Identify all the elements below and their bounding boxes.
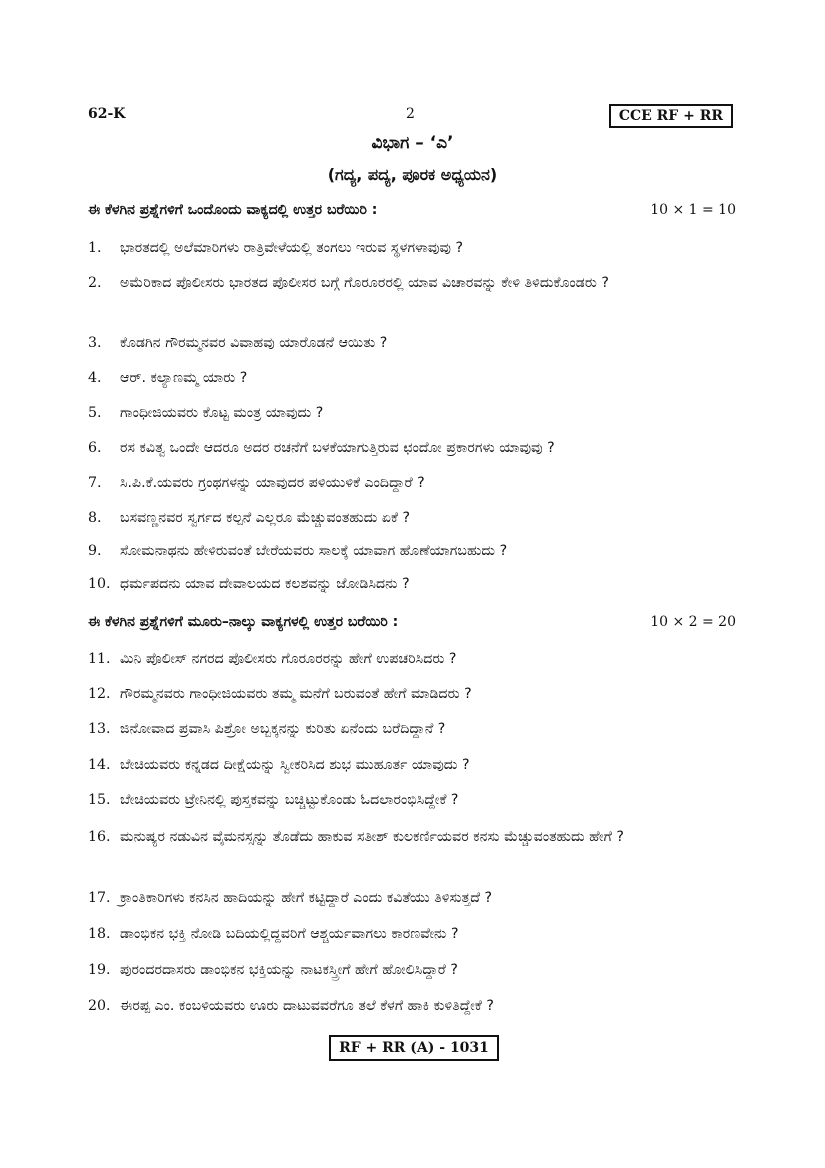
question-number: 16. (88, 829, 111, 845)
question-number: 17. (88, 890, 111, 906)
question-text: ಬೇಚಿಯವರು ಟ್ರೇನಿನಲ್ಲಿ ಪುಸ್ತಕವನ್ನು ಬಚ್ಚಿಟ್ಟುಕೊಂಡು ಓದಲಾರಂಭಿಸಿದ್ದೇಕೆ ? (120, 792, 459, 808)
section-subtitle: (ಗದ್ಯ, ಪದ್ಯ, ಪೂರಕ ಅಧ್ಯಯನ) (327, 165, 498, 184)
question-number: 13. (88, 721, 111, 737)
question-number: 10. (88, 576, 111, 592)
question-text: ಡಾಂಭಿಕನ ಭಕ್ತಿ ನೋಡಿ ಬದಿಯಲ್ಲಿದ್ದವರಿಗೆ ಆಶ್ಚರ್ಯವಾಗಲು ಕಾರಣವೇನು ? (120, 926, 459, 942)
page-number: 2 (406, 106, 415, 122)
question-number: 5. (88, 405, 102, 421)
question-text: ಸೋಮನಾಥನು ಹೇಳಿರುವಂತೆ ಬೇರೆಯವರು ಸಾಲಕ್ಕೆ ಯಾವಾಗ ಹೊಣೆಯಾಗಬಹುದು ? (120, 543, 508, 559)
question-text: ಬಸವಣ್ಣನವರ ಸ್ವರ್ಗದ ಕಲ್ಪನೆ ಎಲ್ಲರೂ ಮೆಚ್ಚುವಂತಹುದು ಏಕೆ ? (120, 510, 411, 526)
question-number: 6. (88, 440, 102, 456)
question-number: 3. (88, 335, 102, 351)
question-text: ಕೊಡಗಿನ ಗೌರಮ್ಮನವರ ವಿವಾಹವು ಯಾರೊಡನೆ ಆಯಿತು ? (120, 335, 388, 351)
question-text: ಬೇಚಿಯವರು ಕನ್ನಡದ ದೀಕ್ಷೆಯನ್ನು ಸ್ವೀಕರಿಸಿದ ಶುಭ ಮುಹೂರ್ತ ಯಾವುದು ? (120, 757, 470, 773)
footer-code: RF + RR (A) - 1031 (329, 1035, 499, 1061)
question-text: ಮನುಷ್ಯರ ನಡುವಿನ ವೈಮನಸ್ಸನ್ನು ತೊಡೆದು ಹಾಕುವ ಸತೀಶ್ ಕುಲಕರ್ಣಿಯವರ ಕನಸು ಮೆಚ್ಚುವಂತಹುದು ಹೇಗೆ ? (120, 829, 624, 845)
question-number: 7. (88, 475, 102, 491)
question-text: ಈರಪ್ಪ ಎಂ. ಕಂಬಳಿಯವರು ಊರು ದಾಟುವವರೆಗೂ ತಲೆ ಕೆಳಗೆ ಹಾಕಿ ಕುಳಿತಿದ್ದೇಕೆ ? (120, 998, 494, 1014)
question-text: ಗಾಂಧೀಜಿಯವರು ಕೊಟ್ಟ ಮಂತ್ರ ಯಾವುದು ? (120, 405, 324, 421)
question-number: 15. (88, 792, 111, 808)
question-number: 9. (88, 543, 102, 559)
question-text: ರಸ ಕವಿತ್ವ ಒಂದೇ ಆದರೂ ಅದರ ರಚನೆಗೆ ಬಳಕೆಯಾಗುತ್ತಿರುವ ಛಂದೋ ಪ್ರಕಾರಗಳು ಯಾವುವು ? (120, 440, 555, 456)
question-number: 1. (88, 240, 102, 256)
part2-marks: 10 × 2 = 20 (650, 614, 736, 630)
question-text: ಅಮೆರಿಕಾದ ಪೊಲೀಸರು ಭಾರತದ ಪೊಲೀಸರ ಬಗ್ಗೆ ಗೊರೂರರಲ್ಲಿ ಯಾವ ವಿಚಾರವನ್ನು ಕೇಳಿ ತಿಳಿದುಕೊಂಡರು ? (120, 275, 609, 291)
question-text: ಭಾರತದಲ್ಲಿ ಅಲೆಮಾರಿಗಳು ರಾತ್ರಿವೇಳೆಯಲ್ಲಿ ತಂಗಲು ಇರುವ ಸ್ಥಳಗಳಾವುವು ? (120, 240, 464, 256)
question-number: 2. (88, 275, 102, 291)
part2-instruction: ಈ ಕೆಳಗಿನ ಪ್ರಶ್ನೆಗಳಿಗೆ ಮೂರು–ನಾಲ್ಕು ವಾಕ್ಯಗಳಲ್ಲಿ ಉತ್ತರ ಬರೆಯಿರಿ : (88, 614, 399, 630)
question-number: 12. (88, 686, 111, 702)
section-title: ವಿಭಾಗ – ‘ಎ’ (371, 133, 454, 153)
question-text: ಪುರಂದರದಾಸರು ಡಾಂಭಿಕನ ಭಕ್ತಿಯನ್ನು ನಾಟಕಸ್ತ್ರೀಗೆ ಹೇಗೆ ಹೋಲಿಸಿದ್ದಾರೆ ? (120, 962, 458, 978)
question-number: 8. (88, 510, 102, 526)
question-text: ಕ್ರಾಂತಿಕಾರಿಗಳು ಕನಸಿನ ಹಾದಿಯನ್ನು ಹೇಗೆ ಕಟ್ಟಿದ್ದಾರೆ ಎಂದು ಕವಿತೆಯು ತಿಳಿಸುತ್ತದೆ ? (120, 890, 493, 906)
part1-marks: 10 × 1 = 10 (650, 202, 736, 218)
part1-instruction: ಈ ಕೆಳಗಿನ ಪ್ರಶ್ನೆಗಳಿಗೆ ಒಂದೊಂದು ವಾಕ್ಯದಲ್ಲಿ ಉತ್ತರ ಬರೆಯಿರಿ : (88, 202, 378, 218)
part1-instruction-row (88, 202, 736, 224)
question-text: ಗೌರಮ್ಮನವರು ಗಾಂಧೀಜಿಯವರು ತಮ್ಮ ಮನೆಗೆ ಬರುವಂತೆ ಹೇಗೆ ಮಾಡಿದರು ? (120, 686, 472, 702)
question-text: ಧರ್ಮಪದನು ಯಾವ ದೇವಾಲಯದ ಕಲಶವನ್ನು ಜೋಡಿಸಿದನು ? (120, 576, 410, 592)
question-text: ಆರ್. ಕಲ್ಯಾಣಮ್ಮ ಯಾರು ? (120, 370, 248, 386)
question-number: 4. (88, 370, 102, 386)
scheme-badge: CCE RF + RR (609, 104, 733, 128)
question-number: 14. (88, 757, 111, 773)
question-text: ಸಿ.ಪಿ.ಕೆ.ಯವರು ಗ್ರಂಥಗಳನ್ನು ಯಾವುದರ ಪಳಿಯುಳಿಕೆ ಎಂದಿದ್ದಾರೆ ? (120, 475, 425, 491)
question-number: 18. (88, 926, 111, 942)
question-number: 20. (88, 998, 111, 1014)
paper-code: 62-K (88, 106, 126, 122)
question-number: 11. (88, 651, 111, 667)
question-text: ಜಿನೋವಾದ ಪ್ರವಾಸಿ ಪಿಶ್ರೋ ಅಬ್ಬಕ್ಕನನ್ನು ಕುರಿತು ಏನೆಂದು ಬರೆದಿದ್ದಾನೆ ? (120, 721, 446, 737)
question-number: 19. (88, 962, 111, 978)
page-header (88, 106, 733, 130)
question-text: ಮಿನಿ ಪೊಲೀಸ್ ನಗರದ ಪೊಲೀಸರು ಗೊರೂರರನ್ನು ಹೇಗೆ ಉಪಚರಿಸಿದರು ? (120, 651, 457, 667)
part2-instruction-row (88, 614, 736, 636)
